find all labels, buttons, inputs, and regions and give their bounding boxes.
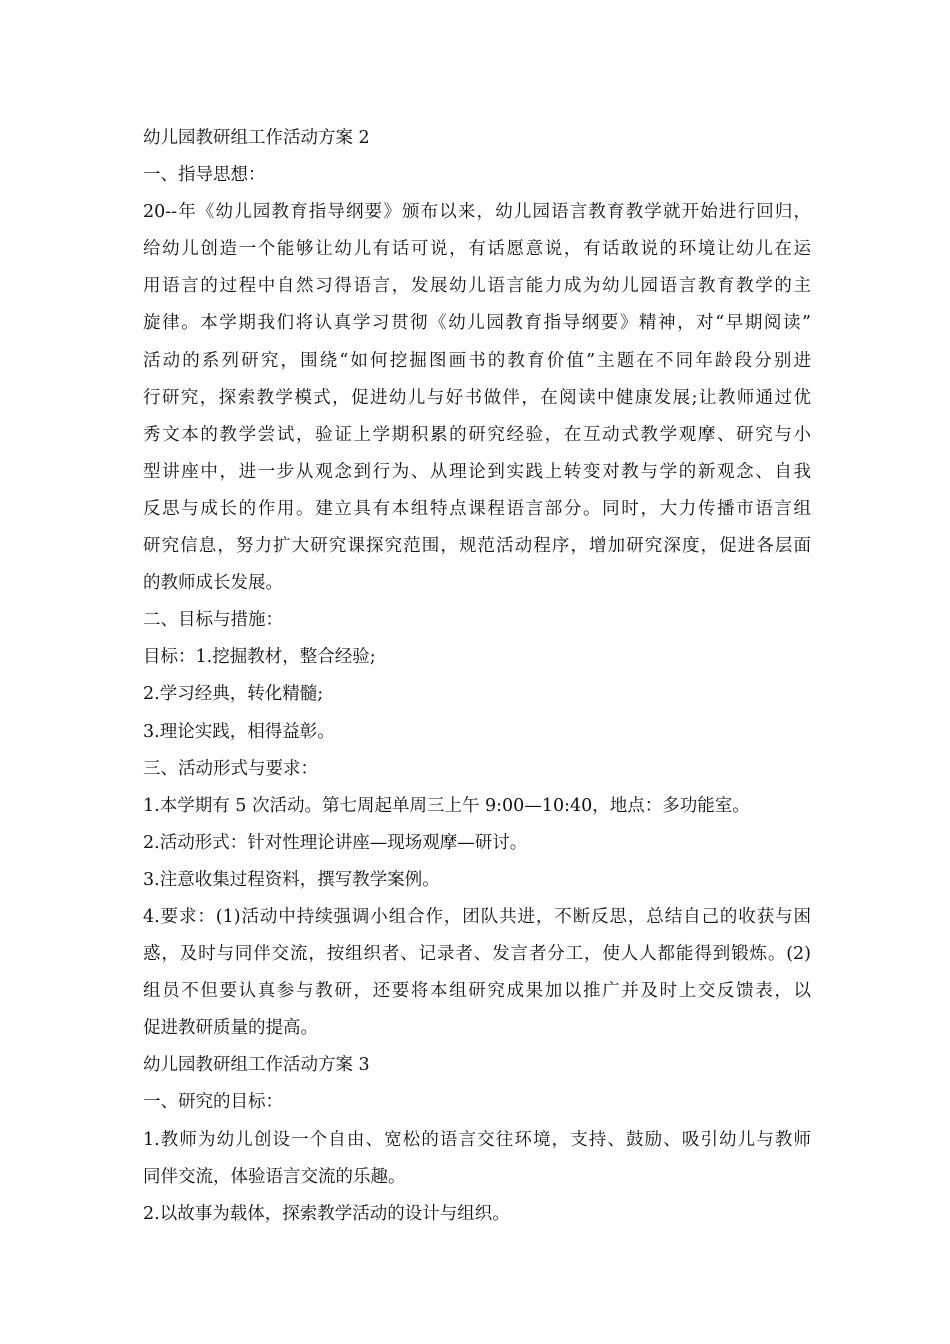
paragraph-line: 型讲座中，进一步从观念到行为、从理论到实践上转变对教与学的新观念、自我	[143, 461, 811, 482]
heading: 二、目标与措施：	[143, 610, 283, 631]
list-item: 2.活动形式：针对性理论讲座—现场观摩—研讨。	[143, 832, 528, 853]
paragraph-line: 给幼儿创造一个能够让幼儿有话可说，有话愿意说，有话敢说的环境让幼儿在运	[143, 239, 811, 260]
list-item: 3.注意收集过程资料，撰写教学案例。	[143, 869, 440, 890]
heading: 一、指导思想：	[143, 165, 266, 186]
list-item: 1.教师为幼儿创设一个自由、宽松的语言交往环境，支持、鼓励、吸引幼儿与教师	[143, 1129, 811, 1150]
paragraph-line: 秀文本的教学尝试，验证上学期积累的研究经验，在互动式教学观摩、研究与小	[143, 424, 811, 445]
paragraph-line: 的教师成长发展。	[143, 573, 283, 594]
paragraph-line: 同伴交流，体验语言交流的乐趣。	[143, 1166, 406, 1187]
list-item: 2.以故事为载体，探索教学活动的设计与组织。	[143, 1203, 510, 1224]
heading: 一、研究的目标：	[143, 1092, 283, 1113]
list-item: 1.本学期有 5 次活动。第七周起单周三上午 9:00—10:40，地点：多功能室。	[143, 795, 750, 816]
paragraph-line: 研究信息，努力扩大研究课探究范围，规范活动程序，增加研究深度，促进各层面	[143, 536, 811, 557]
list-item: 目标：1.挖掘教材，整合经验;	[143, 647, 376, 668]
paragraph-line: 组员不但要认真参与教研，还要将本组研究成果加以推广并及时上交反馈表，以	[143, 981, 811, 1002]
paragraph-line: 用语言的过程中自然习得语言，发展幼儿语言能力成为幼儿园语言教育教学的主	[143, 276, 811, 297]
list-item: 2.学习经典，转化精髓;	[143, 684, 324, 705]
paragraph-line: 旋律。本学期我们将认真学习贯彻《幼儿园教育指导纲要》精神，对“早期阅读”	[143, 313, 811, 334]
section-title: 幼儿园教研组工作活动方案 2	[143, 128, 370, 148]
document-body	[143, 120, 811, 1233]
paragraph-line: 行研究，探索教学模式，促进幼儿与好书做伴，在阅读中健康发展;让教师通过优	[143, 387, 811, 408]
list-item: 4.要求：(1)活动中持续强调小组合作，团队共进，不断反思，总结自己的收获与困	[143, 906, 811, 927]
section-title: 幼儿园教研组工作活动方案 3	[143, 1055, 370, 1076]
paragraph-line: 惑，及时与同伴交流，按组织者、记录者、发言者分工，使人人都能得到锻炼。(2)	[143, 944, 811, 965]
list-item: 3.理论实践，相得益彰。	[143, 721, 335, 742]
heading: 三、活动形式与要求：	[143, 758, 318, 779]
paragraph-line: 活动的系列研究，围绕“如何挖掘图画书的教育价值”主题在不同年龄段分别进	[143, 350, 811, 371]
paragraph-line: 反思与成长的作用。建立具有本组特点课程语言部分。同时，大力传播市语言组	[143, 498, 811, 519]
paragraph-line: 促进教研质量的提高。	[143, 1018, 318, 1039]
paragraph-line: 20--年《幼儿园教育指导纲要》颁布以来，幼儿园语言教育教学就开始进行回归，	[143, 202, 811, 223]
